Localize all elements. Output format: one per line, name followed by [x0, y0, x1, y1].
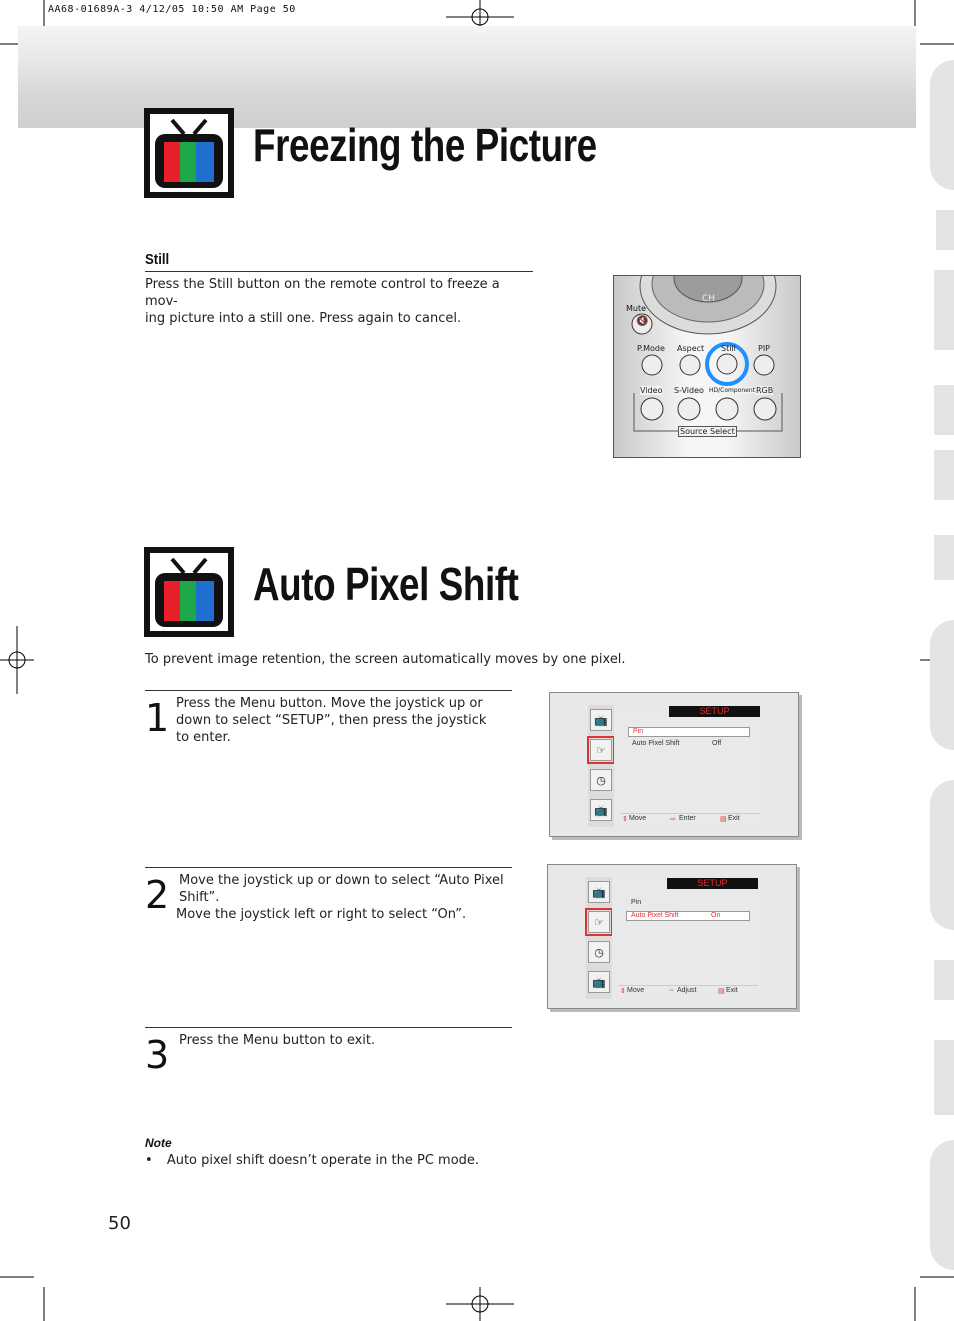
step-1-text: Press the Menu button. Move the joystick up or down to select “SETUP”, then press the joystick to enter.: [176, 696, 487, 745]
adjust-icon: ⇔: [668, 987, 675, 994]
setup-menu-icon: ☞: [590, 739, 612, 761]
timer-menu-icon: ◷: [590, 769, 612, 791]
tv-icon: [144, 547, 234, 637]
divider: [145, 1027, 512, 1028]
page-number: 50: [108, 1213, 131, 1234]
print-header: AA68-01689A-3 4/12/05 10:50 AM Page 50: [48, 4, 296, 15]
divider: [145, 690, 512, 691]
move-icon: ⇕: [622, 816, 628, 823]
osd-title: SETUP: [669, 706, 760, 717]
input-menu-icon: 📺: [588, 971, 610, 993]
move-icon: ⇕: [620, 988, 626, 995]
edge-tabs: [930, 40, 954, 1280]
picture-menu-icon: 📺: [590, 709, 612, 731]
aspect-button-label: Aspect: [677, 344, 705, 353]
step-2-text: Move the joystick up or down to select “Auto Pixel Shift”. Move the joystick left or right to select “On”.: [176, 873, 504, 922]
pip-button-label: PIP: [758, 344, 771, 353]
step-number: 3: [145, 1033, 170, 1077]
subhead-still: Still: [145, 251, 170, 268]
step-3-text: Press the Menu button to exit.: [179, 1033, 376, 1048]
pmode-button-label: P.Mode: [637, 344, 665, 353]
section-title-freezing: Freezing the Picture: [253, 119, 597, 171]
note-label: Note: [145, 1136, 172, 1150]
still-button-label: Still: [721, 344, 736, 353]
mute-icon: 🔇: [636, 316, 649, 327]
section-title-auto-pixel-shift: Auto Pixel Shift: [253, 558, 519, 610]
osd-row-auto-pixel-shift: Auto Pixel Shift On: [626, 911, 750, 921]
input-menu-icon: 📺: [590, 799, 612, 821]
remote-control-image: [613, 275, 801, 458]
video-button-label: Video: [640, 386, 663, 395]
still-description: Press the Still button on the remote control to freeze a mov- ing picture into a still one. Press again to cancel.: [145, 277, 500, 326]
osd-screen-1: [549, 692, 799, 837]
svideo-button-label: S-Video: [674, 386, 704, 395]
osd-row-pin: Pin: [628, 727, 750, 737]
exit-icon: ▤: [718, 988, 725, 995]
ch-label: CH: [702, 294, 716, 304]
osd-title: SETUP: [667, 878, 758, 889]
osd-footer: ⇕ Move ⇨ Enter ▤ Exit: [620, 813, 760, 825]
tv-icon: [144, 108, 234, 198]
rgb-button-label: RGB: [756, 386, 774, 395]
note-text: • Auto pixel shift doesn’t operate in the PC mode.: [145, 1153, 480, 1168]
osd-row-auto-pixel-shift: Auto Pixel Shift Off: [632, 740, 722, 747]
source-select-label: Source Select: [680, 427, 735, 436]
setup-menu-icon: ☞: [588, 911, 610, 933]
divider: [145, 867, 512, 868]
exit-icon: ▤: [720, 816, 727, 823]
timer-menu-icon: ◷: [588, 941, 610, 963]
step-number: 1: [145, 696, 170, 740]
mute-label: Mute: [626, 304, 647, 313]
osd-screen-2: [547, 864, 797, 1009]
osd-row-pin: Pin: [631, 899, 642, 906]
osd-footer: ⇕ Move ⇔ Adjust ▤ Exit: [618, 985, 758, 997]
step-number: 2: [145, 873, 170, 917]
intro-text: To prevent image retention, the screen automatically moves by one pixel.: [145, 652, 626, 667]
enter-icon: ⇨: [670, 816, 676, 823]
picture-menu-icon: 📺: [588, 881, 610, 903]
divider: [145, 271, 533, 272]
hdcomponent-button-label: HD/Component: [709, 387, 755, 394]
